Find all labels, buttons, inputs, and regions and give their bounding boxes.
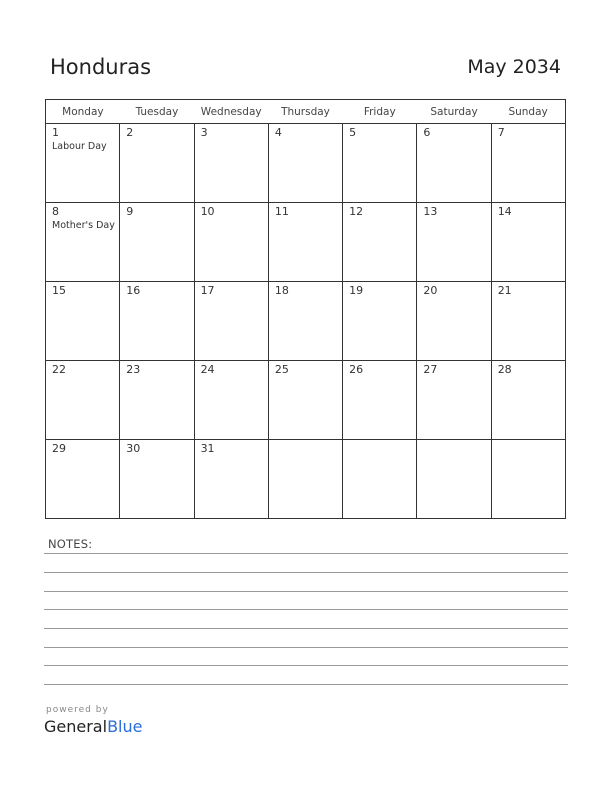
day-cell xyxy=(491,124,565,203)
day-cell xyxy=(491,203,565,282)
day-cell xyxy=(343,440,417,519)
day-cell xyxy=(343,361,417,440)
day-cell xyxy=(46,203,120,282)
day-number: 17 xyxy=(200,284,215,297)
day-number: 1 xyxy=(52,126,59,139)
weekday-header: Sunday xyxy=(491,100,565,124)
notes-line xyxy=(44,553,568,554)
day-number: 2 xyxy=(126,126,134,139)
day-number: 16 xyxy=(126,284,141,297)
day-cell xyxy=(46,440,120,519)
day-cell xyxy=(343,282,417,361)
day-cell xyxy=(194,203,268,282)
day-number: 21 xyxy=(497,284,512,297)
day-cell xyxy=(194,440,268,519)
day-cell xyxy=(120,203,194,282)
day-cell xyxy=(194,124,268,203)
weekday-header: Saturday xyxy=(417,100,491,124)
day-number: 20 xyxy=(423,284,438,297)
notes-line xyxy=(44,684,568,685)
day-cell xyxy=(268,361,342,440)
day-number: 5 xyxy=(349,126,357,139)
day-number: 27 xyxy=(423,363,438,376)
notes-label: NOTES: xyxy=(48,537,93,551)
day-cell xyxy=(46,282,120,361)
day-number: 30 xyxy=(126,442,141,455)
day-number: 9 xyxy=(126,205,134,218)
day-cell xyxy=(417,440,491,519)
day-cell xyxy=(194,282,268,361)
day-cell xyxy=(46,361,120,440)
day-number: 29 xyxy=(52,442,66,455)
week-row xyxy=(46,124,566,203)
notes-line xyxy=(44,591,568,592)
day-cell xyxy=(343,124,417,203)
day-number: 6 xyxy=(423,126,431,139)
day-cell xyxy=(491,282,565,361)
logo-blue-text: Blue xyxy=(107,717,143,736)
day-cell xyxy=(343,203,417,282)
day-number: 28 xyxy=(497,363,512,376)
holiday-label: Mother's Day xyxy=(52,220,115,231)
day-number: 11 xyxy=(274,205,289,218)
holiday-label: Labour Day xyxy=(52,141,107,152)
day-cell xyxy=(120,361,194,440)
day-cell xyxy=(491,440,565,519)
day-cell xyxy=(417,203,491,282)
weekday-header: Monday xyxy=(46,100,120,124)
weekday-header: Wednesday xyxy=(194,100,268,124)
generalblue-logo xyxy=(44,717,142,736)
day-number: 25 xyxy=(274,363,289,376)
powered-by-text: powered by xyxy=(46,705,109,715)
day-number: 31 xyxy=(200,442,215,455)
notes-line xyxy=(44,665,568,666)
day-cell xyxy=(417,124,491,203)
weekday-header-row xyxy=(46,100,566,124)
day-cell xyxy=(194,361,268,440)
day-cell xyxy=(268,203,342,282)
day-number: 10 xyxy=(200,205,215,218)
day-cell xyxy=(268,440,342,519)
day-cell xyxy=(268,282,342,361)
weekday-header: Thursday xyxy=(268,100,342,124)
notes-line xyxy=(44,609,568,610)
page-title-month: May 2034 xyxy=(467,56,561,78)
day-number: 4 xyxy=(274,126,282,139)
week-row xyxy=(46,203,566,282)
day-number: 13 xyxy=(423,205,438,218)
day-number: 23 xyxy=(126,363,141,376)
page-title-country: Honduras xyxy=(50,55,152,79)
day-number: 15 xyxy=(52,284,66,297)
weekday-header: Friday xyxy=(343,100,417,124)
day-cell xyxy=(417,361,491,440)
day-number: 22 xyxy=(52,363,66,376)
week-row xyxy=(46,361,566,440)
day-number: 18 xyxy=(274,284,289,297)
day-cell xyxy=(491,361,565,440)
day-number: 14 xyxy=(497,205,512,218)
day-number: 19 xyxy=(349,284,364,297)
day-cell xyxy=(120,124,194,203)
day-cell xyxy=(46,124,120,203)
day-number: 26 xyxy=(349,363,364,376)
weekday-header: Tuesday xyxy=(120,100,194,124)
notes-line xyxy=(44,572,568,573)
calendar-grid xyxy=(45,99,566,519)
week-row xyxy=(46,440,566,519)
day-number: 12 xyxy=(349,205,364,218)
day-number: 3 xyxy=(200,126,208,139)
week-row xyxy=(46,282,566,361)
notes-line xyxy=(44,628,568,629)
day-cell xyxy=(268,124,342,203)
notes-line xyxy=(44,647,568,648)
day-number: 7 xyxy=(497,126,505,139)
day-cell xyxy=(120,440,194,519)
day-number: 8 xyxy=(52,205,59,218)
day-cell xyxy=(417,282,491,361)
logo-general-text: General xyxy=(44,717,108,736)
day-cell xyxy=(120,282,194,361)
day-number: 24 xyxy=(200,363,215,376)
